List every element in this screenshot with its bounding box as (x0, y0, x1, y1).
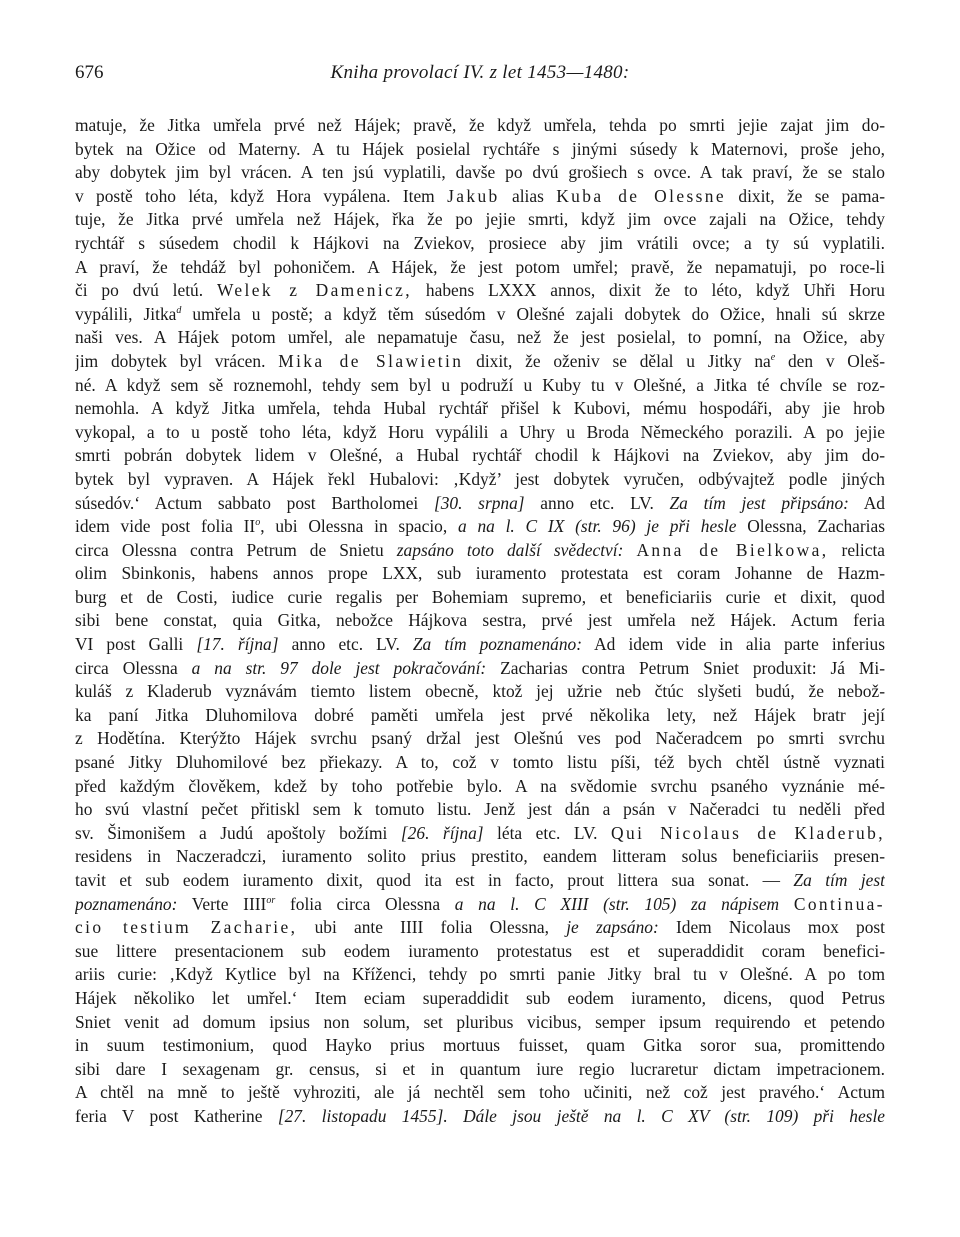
text-segment: sibi dare I sexagenam gr. census, si et in quantum iure regio lucraretur dictam impetracionem. (75, 1058, 885, 1079)
text-line (75, 232, 885, 256)
text-line (75, 633, 885, 657)
text-line (75, 1105, 885, 1129)
text-line (75, 869, 885, 893)
text-line (75, 609, 885, 633)
text-segment (623, 540, 636, 560)
text-line (75, 397, 885, 421)
text-line (75, 680, 885, 704)
text-line (75, 515, 885, 539)
text-line (75, 822, 885, 846)
text-line (75, 562, 885, 586)
text-line (75, 727, 885, 751)
text-line (75, 114, 885, 138)
editorial-note: [17. října] (196, 634, 279, 655)
text-line (75, 893, 885, 917)
text-line (75, 539, 885, 563)
text-line (75, 161, 885, 185)
witness-name: Continua- (793, 893, 885, 914)
text-line (75, 1081, 885, 1105)
text-segment: bytek na Ožice od Materny. A tu Hájek posielal rychtáře s jinými súsedy k Maternovi, proše jeho, (75, 138, 885, 159)
text-line (75, 1034, 885, 1058)
text-segment: matuje, že Jitka umřela prvé než Hájek; pravě, že když umřela, tehda po smrti jejie zajat jim do- (75, 115, 885, 135)
text-segment: Hájek několiko let umřel.‘ Item eciam superaddidit sub eodem iuramento, dicens, quod Petrus (75, 987, 885, 1008)
page-number: 676 (75, 62, 104, 83)
text-segment: před každým člověkem, kdež by toho potřebie bylo. A na svědomie svrchu psaného vyznánie mé- (75, 775, 885, 796)
text-line (75, 798, 885, 822)
text-segment: anno etc. LV. (278, 634, 413, 655)
footnote-marker: o (255, 517, 261, 529)
text-segment: olim Sbinkonis, habens annos prope LXX, sub iuramento protestata est coram Johanne de Hazm- (75, 563, 885, 584)
editorial-note: a na l. C IX (str. 96) je při hesle (457, 516, 737, 537)
page (75, 62, 885, 1129)
text-line (75, 138, 885, 162)
text-segment: Sniet venit ad domum ipsius non solum, set pluribus vicibus, semper ipsum requirendo et petendo (75, 1011, 885, 1032)
text-segment: smrti pobrán dobytek lidem v Olešné, a Hubal rychtář chodil k Hájkovi na Zviekov, aby jim do- (75, 445, 885, 466)
text-segment: nemohla. A když Jitka umřela, tehda Hubal rychtář přišel k Kubovi, mému hospodáři, aby jie hrob (75, 398, 885, 419)
editorial-note: [27. listopadu 1455]. (277, 1105, 448, 1126)
text-segment: v postě toho léta, když Hora vypálena. Item (75, 185, 448, 206)
text-line (75, 586, 885, 610)
text-segment: súsedóv.‘ Actum sabbato post Bartholomei (75, 492, 434, 513)
text-line (75, 421, 885, 445)
text-line (75, 326, 885, 350)
body-text (75, 114, 885, 1129)
text-segment: sue littere presentacionem sub eodem iuramento protestatus est et superaddidit coram benefici- (75, 940, 885, 961)
text-segment: dixit, že se pama- (726, 185, 885, 206)
text-segment: Verte IIII (177, 893, 267, 914)
text-line (75, 468, 885, 492)
text-segment: dixit, že oženiv se dělal u Jitky na (463, 350, 771, 371)
editorial-note: zapsáno toto další svědectví: (396, 539, 624, 560)
footnote-marker: or (266, 894, 276, 906)
text-segment: tuje, že Jitka prvé umřela než Hájek, řka že po jejie smrti, když jim ovce zajali na Ožice, tehdy (75, 209, 885, 230)
text-segment: či po dvú letú. (75, 280, 217, 301)
text-line (75, 185, 885, 209)
text-segment: habens LXXX annos, dixit že to léto, když Uhři Horu (412, 280, 885, 301)
text-segment: z Hodětína. Kterýžto Hájek svrchu psaný držal jest Olešnú ves pod Načeradcem po smrti svrchu (75, 728, 885, 749)
text-segment: A praví, že tehdáž byl pohoničem. A Hájek, že jest potom umřel; pravě, že nepamatuji, po roce-li (75, 256, 885, 277)
editorial-note: Za tím jest (793, 870, 885, 890)
running-title: Kniha provolací IV. z let 1453—1480: (330, 62, 630, 83)
text-line (75, 963, 885, 987)
text-segment (779, 894, 794, 914)
editorial-note: Za tím jest připsáno: (669, 492, 849, 513)
text-line (75, 208, 885, 232)
text-segment: Olessna, Zacharias (736, 516, 885, 537)
text-line (75, 1058, 885, 1082)
text-segment: sibi bene constat, quia Gitka, nebožce Hájkova sestra, prvé jest umřela než Hájek. Actum feria (75, 610, 885, 631)
text-segment (448, 1106, 463, 1126)
text-segment: kuláš z Kladerub vyznávám tiemto listem obecně, ktož jej užrie neb čtúc slyšeti budú, že nebož- (75, 681, 885, 702)
text-segment: sv. Šimonišem a Judú apoštoly božími (75, 822, 401, 843)
text-line (75, 987, 885, 1011)
text-segment: umřela u postě; a když těm súsedóm v Olešné zajali dobytek do Ožice, hnali sú skrze (181, 303, 885, 324)
text-segment: jim dobytek byl vrácen. (75, 350, 279, 371)
text-segment: A chtěl na mně to ještě vyhroziti, ale já nechtěl sem toho učiniti, než což jest pravého.‘ Actum (75, 1082, 885, 1103)
text-segment: vykopal, a to u postě toho léta, když Horu vypálili a Uhry u Broda Německého porazili. A po jejie (75, 421, 885, 442)
text-segment: residens in Naczeradczi, iuramento solito prius prestito, eandem litteram solus beneficiariis presen- (75, 846, 885, 867)
text-line (75, 350, 885, 374)
text-segment: rychtář s súsedem chodil k Hájkovi na Zviekov, prosiece aby jim vrátili ovce; a ty sú vyplatili. (75, 232, 885, 253)
footnote-marker: e (770, 351, 776, 363)
text-segment: bytek byl vypraven. A Hájek řekl Hubalovi: ‚Když’ jest dobytek vyručen, odbývajtež podle jiných (75, 468, 885, 489)
editorial-note: Za tím poznamenáno: (412, 634, 583, 655)
text-segment: circa Olessna contra Petrum de Snietu (75, 539, 397, 560)
witness-name: Jakub (447, 185, 500, 206)
text-line (75, 492, 885, 516)
text-segment: relicta (828, 539, 885, 560)
text-segment: aby dobytek jim byl vrácen. A ten jsú vyplatili, davše po dvú grošiech s ovce. A tak praví, že se stalo (75, 162, 885, 183)
editorial-note: a na str. 97 dole jest pokračování: (191, 657, 487, 678)
text-line (75, 940, 885, 964)
text-segment: Ad (848, 492, 885, 513)
footnote-marker: d (176, 304, 182, 316)
editorial-note: je zapsáno: (566, 917, 659, 938)
text-segment: VI post Galli (75, 634, 197, 655)
editorial-note: Dále jsou ještě na l. C XV (str. 109) při hesle (463, 1105, 885, 1126)
text-segment: vypálili, Jitka (75, 303, 177, 324)
text-line (75, 751, 885, 775)
text-line (75, 1011, 885, 1035)
witness-name: Kuba de Olessne (556, 185, 727, 206)
text-segment: Idem Nicolaus mox post (658, 917, 885, 938)
text-line (75, 279, 885, 303)
witness-name: Qui Nicolaus de Kladerub, (611, 822, 885, 843)
text-segment: ka paní Jitka Dluhomilova dobré paměti umřela jest prvé několika lety, než Hájek bratr její (75, 704, 885, 725)
text-segment: Zacharias contra Petrum Sniet produxit: Já Mi- (486, 657, 885, 678)
text-line (75, 444, 885, 468)
text-segment: den v Oleš- (775, 350, 885, 371)
editorial-note: a na l. C XIII (str. 105) za nápisem (454, 893, 780, 914)
editorial-note: [30. srpna] (433, 492, 525, 513)
text-segment: in suum testimonium, quod Hayko prius mortuus fuisset, quam Gitka soror sua, promittendo (75, 1035, 885, 1056)
text-segment: circa Olessna (75, 657, 192, 678)
witness-name: cio testium Zacharie, (75, 917, 298, 938)
text-segment: folia circa Olessna (275, 893, 455, 914)
page-header (75, 62, 885, 90)
text-segment: léta etc. LV. (483, 822, 612, 843)
text-segment: né. A když sem sě roznemohl, tehdy sem byl u podruží u Kuby tu v Olešné, a Jitka té chvíle se roz- (75, 374, 885, 395)
text-segment: idem vide post folia II (75, 516, 256, 537)
text-segment: psané Jitky Dluhomilové bez přiekazy. A to, což v tomto listu píši, též bych chtěl ústně vyznati (75, 752, 885, 773)
text-segment: tavit et sub eodem iuramento dixit, quod ita est in facto, prout littera sua sonat. — (75, 870, 794, 890)
text-line (75, 916, 885, 940)
editorial-note: poznamenáno: (75, 893, 178, 914)
text-segment: anno etc. LV. (524, 492, 670, 513)
text-segment: , ubi Olessna in spacio, (260, 516, 458, 537)
witness-name: Welek z Damenicz, (216, 280, 413, 301)
editorial-note: [26. října] (400, 822, 484, 843)
text-line (75, 704, 885, 728)
text-segment: feria V post Katherine (75, 1105, 278, 1126)
text-line (75, 374, 885, 398)
text-line (75, 657, 885, 681)
text-segment: Ad idem vide in alia parte inferius (582, 634, 885, 655)
text-line (75, 775, 885, 799)
text-segment: ho svú vlastní pečet přitiskl sem k tomuto listu. Jenž jest dán a psán v Načeradci tu neděli před (75, 799, 885, 820)
text-line (75, 845, 885, 869)
text-segment: alias (499, 185, 557, 206)
witness-name: Mika de Slawietin (278, 350, 464, 371)
text-segment: naši ves. A Hájek potom umřel, ale nepamatuje času, než že jest posielal, to pomní, na Ožice, aby (75, 327, 885, 348)
text-line (75, 256, 885, 280)
witness-name: Anna de Bielkowa, (636, 539, 829, 560)
text-line (75, 303, 885, 327)
text-segment: ariis curie: ‚Když Kytlice byl na Kříženci, tehdy po smrti panie Jitky bral tu v Olešné. A po tom (75, 964, 885, 985)
text-segment: burg et de Costi, iudice curie regalis per Bohemiam supremo, et beneficiariis curie et dixit, quod (75, 586, 885, 607)
text-segment: ubi ante IIII folia Olessna, (297, 917, 567, 938)
